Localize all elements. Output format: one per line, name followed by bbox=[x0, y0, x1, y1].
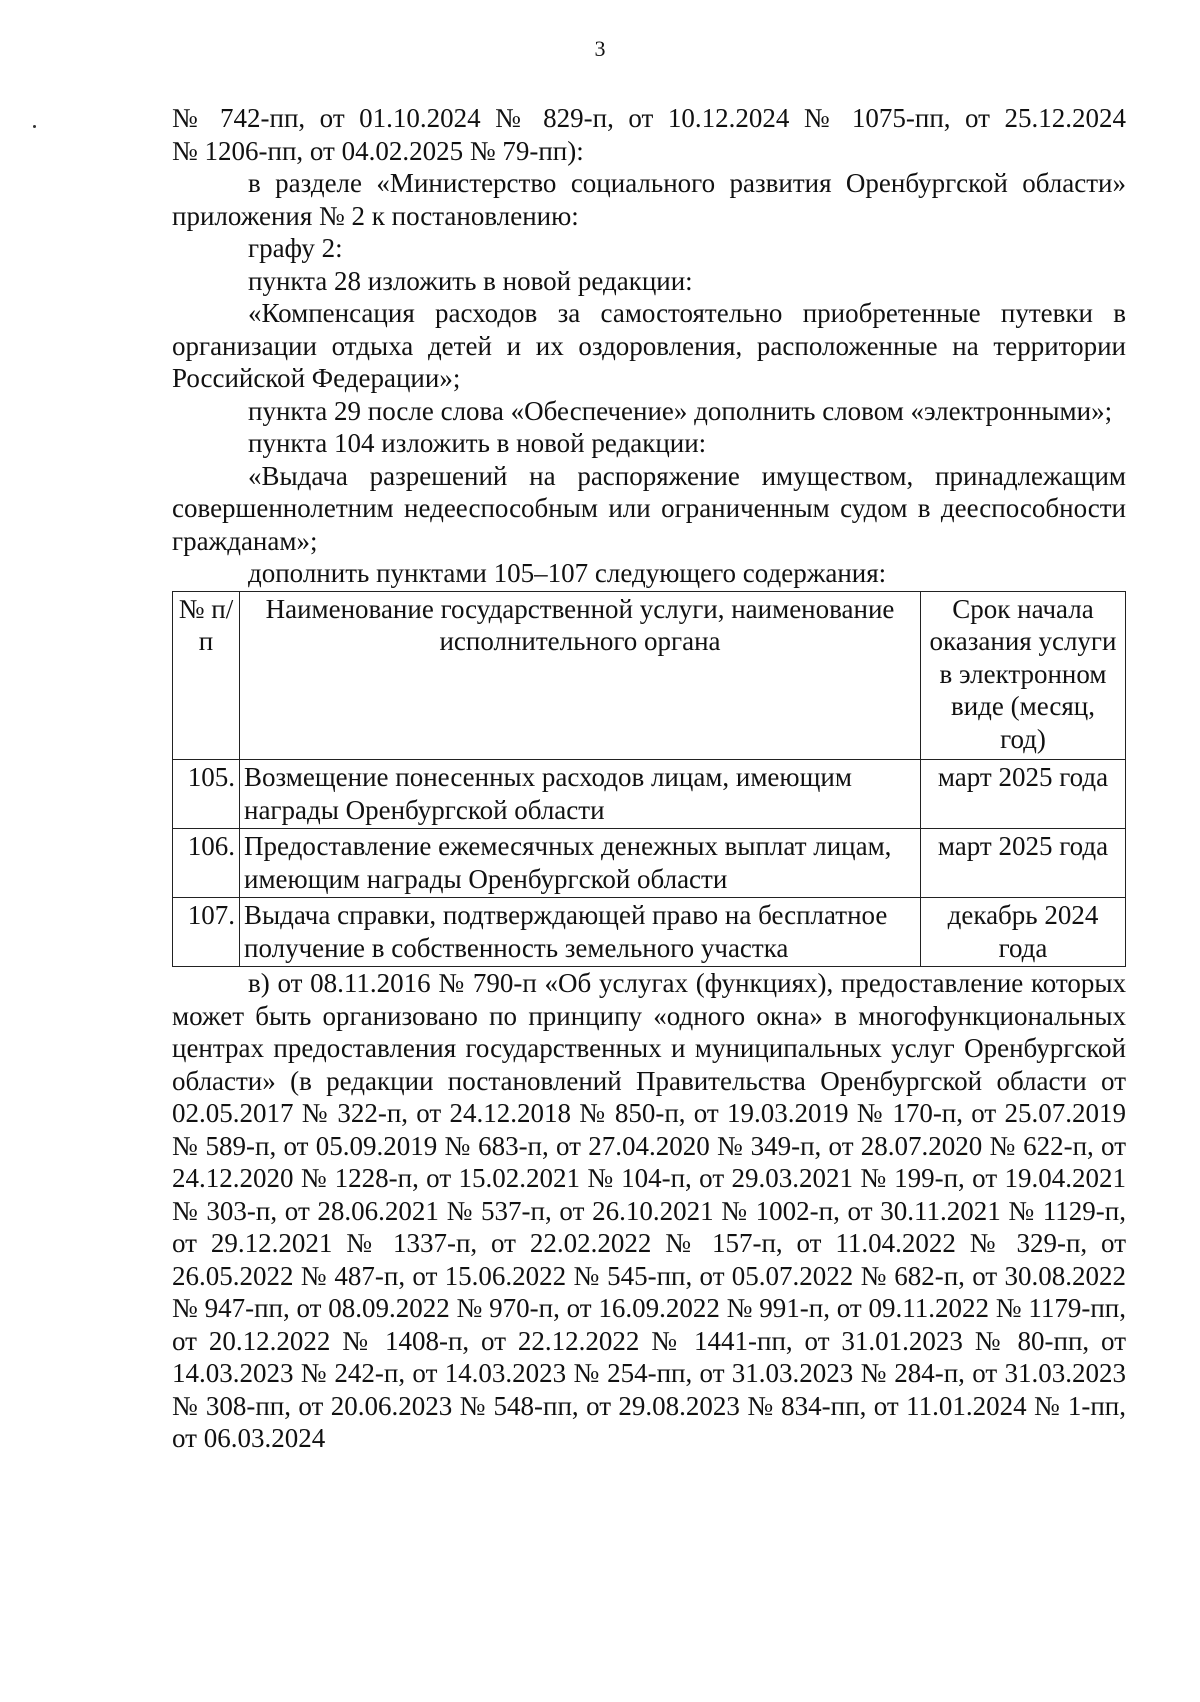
table-row bbox=[173, 829, 1126, 898]
row-start-term: декабрь 2024 года bbox=[921, 898, 1126, 967]
row-number: 107. bbox=[173, 898, 240, 967]
paragraph: в разделе «Министерство социального развития Оренбургской области» приложения № 2 к постановлению: bbox=[172, 168, 1126, 231]
table-row bbox=[173, 898, 1126, 967]
paragraph: пункта 29 после слова «Обеспечение» дополнить словом «электронными»; bbox=[248, 395, 1113, 426]
row-number: 106. bbox=[173, 829, 240, 898]
header-start-term: Срок начала оказания услуги в электронном виде (месяц, год) bbox=[921, 591, 1126, 760]
paragraphs-before bbox=[172, 102, 1126, 590]
paragraph: № 1206-пп, от 04.02.2025 № 79-пп): bbox=[172, 135, 584, 166]
row-service-name: Выдача справки, подтверждающей право на бесплатное получение в собственность земельного участка bbox=[240, 898, 921, 967]
row-number: 105. bbox=[173, 760, 240, 829]
row-service-name: Возмещение понесенных расходов лицам, имеющим награды Оренбургской области bbox=[240, 760, 921, 829]
paragraph: дополнить пунктами 105–107 следующего содержания: bbox=[248, 558, 887, 588]
paragraph: «Выдача разрешений на распоряжение имуществом, принадлежащим совершеннолетним недееспособным или ограниченным судом в дееспособности гражданам»; bbox=[172, 460, 1126, 556]
paragraph-after-table: в) от 08.11.2016 № 790-п «Об услугах (функциях), предоставление которых может быть организовано по принципу «одного окна» в многофункциональных центрах предоставления государственных и муниципальных услуг Оренбургской области» (в редакции постановлений Правительства Оренбургской области от 02.05.2017 № 322-п, от 24.12.2018 № 850-п, от 19.03.2019 № 170-п, от 25.07.2019 № 589-п, от 05.09.2019 № 683-п, от 27.04.2020 № 349-п, от 28.07.2020 № 622-п, от 24.12.2020 № 1228-п, от 15.02.2021 № 104-п, от 29.03.2021 № 199-п, от 19.04.2021 № 303-п, от 28.06.2021 № 537-п, от 26.10.2021 № 1002-п, от 30.11.2021 № 1129-п, от 29.12.2021 № 1337-п, от 22.02.2022 № 157-п, от 11.04.2022 № 329-п, от 26.05.2022 № 487-п, от 15.06.2022 № 545-пп, от 05.07.2022 № 682-п, от 30.08.2022 № 947-пп, от 08.09.2022 № 970-п, от 16.09.2022 № 991-п, от 09.11.2022 № 1179-пп, от 20.12.2022 № 1408-п, от 22.12.2022 № 1441-пп, от 31.01.2023 № 80-пп, от 14.03.2023 № 242-п, от 14.03.2023 № 254-пп, от 31.03.2023 № 284-п, от 31.03.2023 № 308-пп, от 20.06.2023 № 548-пп, от 29.08.2023 № 834-пп, от 11.01.2024 № 1-пп, от 06.03.2024 bbox=[172, 968, 1126, 1453]
services-table bbox=[172, 591, 1126, 968]
paragraph: «Компенсация расходов за самостоятельно приобретенные путевки в организации отдыха детей и их оздоровления, расположенные на территории Российской Федерации»; bbox=[172, 298, 1126, 393]
document-body bbox=[172, 102, 1126, 1455]
row-start-term: март 2025 года bbox=[921, 829, 1126, 898]
table-header-row bbox=[173, 591, 1126, 760]
paragraph: пункта 28 изложить в новой редакции: bbox=[248, 265, 693, 296]
table-row bbox=[173, 760, 1126, 829]
paragraph: графу 2: bbox=[248, 233, 343, 263]
scan-speck bbox=[33, 125, 36, 128]
paragraph: № 742-пп, от 01.10.2024 № 829-п, от 10.12.2024 № 1075-пп, от 25.12.2024 bbox=[172, 103, 1126, 133]
row-start-term: март 2025 года bbox=[921, 760, 1126, 829]
row-service-name: Предоставление ежемесячных денежных выплат лицам, имеющим награды Оренбургской области bbox=[240, 829, 921, 898]
paragraph: пункта 104 изложить в новой редакции: bbox=[248, 428, 707, 458]
header-service-name: Наименование государственной услуги, наименование исполнительного органа bbox=[240, 591, 921, 760]
page-number: 3 bbox=[594, 36, 606, 61]
header-number: № п/п bbox=[173, 591, 240, 760]
